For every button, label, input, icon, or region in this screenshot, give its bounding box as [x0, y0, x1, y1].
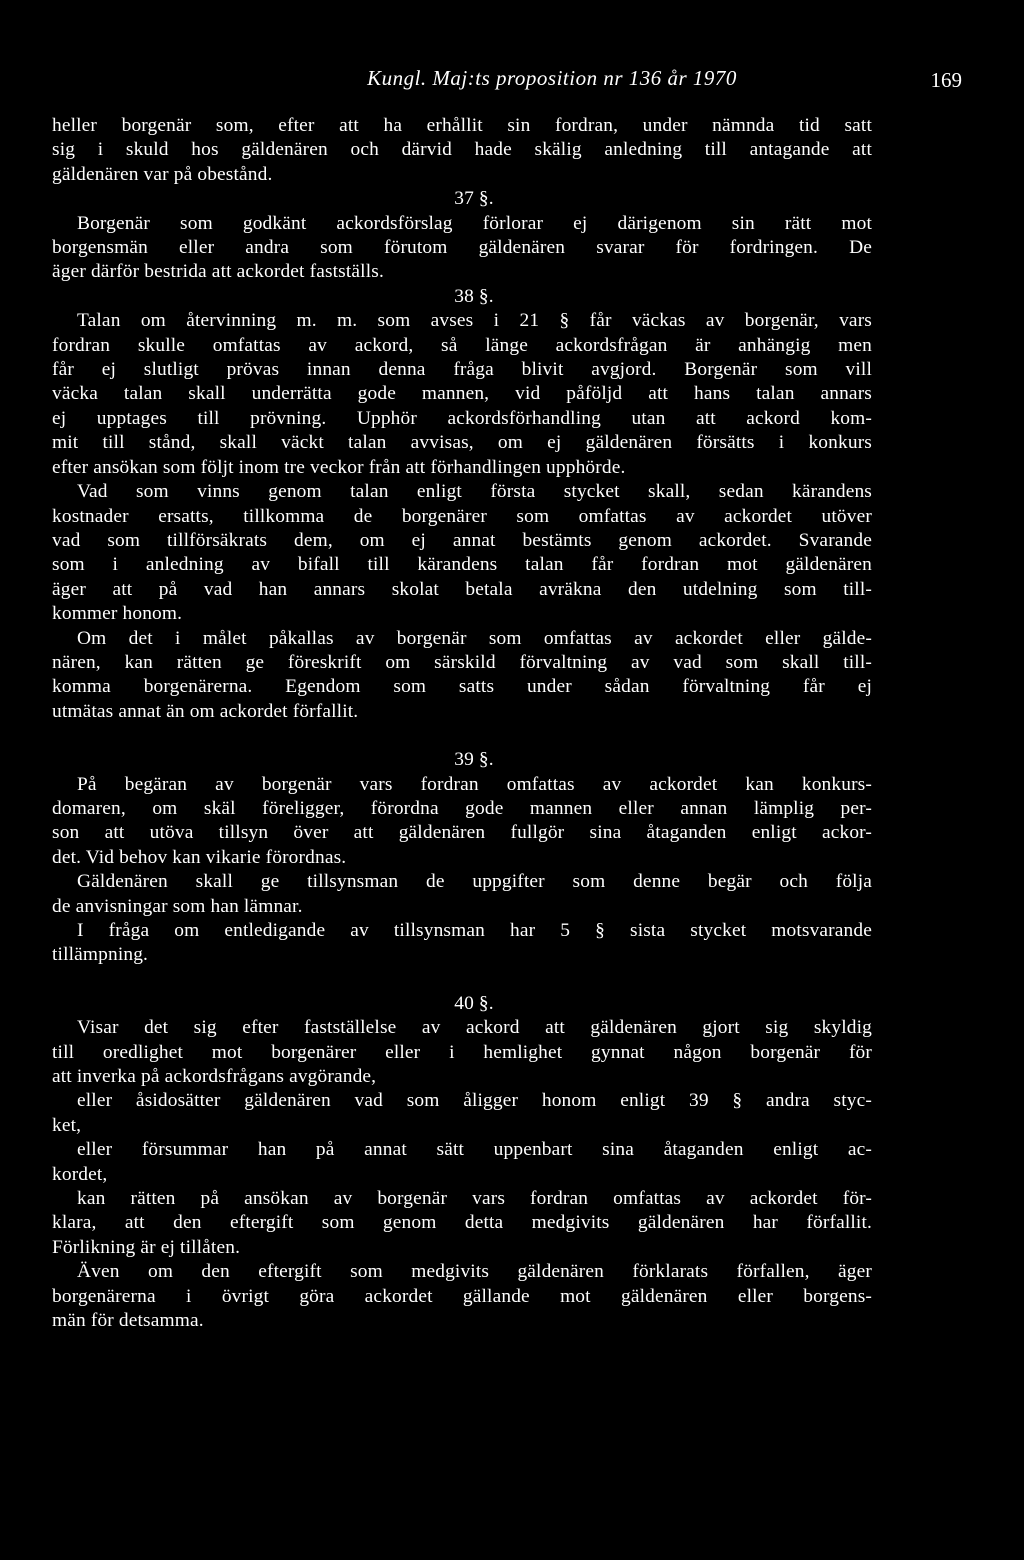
section-heading-39: 39 §.	[454, 749, 494, 771]
text-line: son att utöva tillsyn över att gäldenären fullgör sina åtaganden enligt ackor-	[52, 822, 872, 844]
text-line: de anvisningar som han lämnar.	[52, 895, 303, 917]
text-line: ej upptages till prövning. Upphör ackordsförhandling utan att ackord kom-	[52, 407, 872, 429]
text-line: Visar det sig efter fastställelse av ackord att gäldenären gjort sig skyldig	[77, 1017, 872, 1039]
text-line: mit till stånd, skall väckt talan avvisas, om ej gäldenären försätts i konkurs	[52, 432, 872, 454]
running-header	[54, 66, 970, 96]
text-line: män för detsamma.	[52, 1310, 204, 1332]
page-number: 169	[930, 68, 962, 92]
text-line: Även om den eftergift som medgivits gäldenären förklarats förfallen, äger	[77, 1261, 872, 1283]
text-line: kordet,	[52, 1163, 108, 1185]
text-line: fordran skulle omfattas av ackord, så länge ackordsfrågan är anhängig men	[52, 334, 872, 356]
text-line: vad som tillförsäkrats dem, om ej annat bestämts genom ackordet. Svarande	[52, 529, 872, 551]
text-line: som i anledning av bifall till kärandens talan får fordran mot gäldenären	[52, 554, 872, 576]
text-line: eller åsidosätter gäldenären vad som åligger honom enligt 39 § andra styc-	[77, 1090, 872, 1112]
section-heading-37: 37 §.	[454, 188, 494, 210]
text-line: Vad som vinns genom talan enligt första stycket skall, sedan kärandens	[77, 481, 872, 503]
text-line: Gäldenären skall ge tillsynsman de uppgifter som denne begär och följa	[77, 871, 872, 893]
text-line: Talan om återvinning m. m. som avses i 21 § får väckas av borgenär, vars	[77, 310, 872, 332]
text-line: Om det i målet påkallas av borgenär som omfattas av ackordet eller gälde-	[77, 627, 872, 649]
text-line: utmätas annat än om ackordet förfallit.	[52, 700, 359, 722]
text-line: klara, att den eftergift som genom detta medgivits gäldenären har förfallit.	[52, 1212, 872, 1234]
text-line: Borgenär som godkänt ackordsförslag förlorar ej därigenom sin rätt mot	[77, 212, 872, 234]
text-line: sig i skuld hos gäldenären och därvid hade skälig anledning till antagande att	[52, 139, 872, 161]
text-line: I fråga om entledigande av tillsynsman har 5 § sista stycket motsvarande	[77, 920, 872, 941]
running-title: Kungl. Maj:ts proposition nr 136 år 1970	[367, 66, 737, 90]
text-line: äger därför bestrida att ackordet fastställs.	[52, 261, 384, 283]
section-heading-38: 38 §.	[454, 285, 494, 307]
section-heading-40: 40 §.	[454, 992, 494, 1014]
text-line: att inverka på ackordsfrågans avgörande,	[52, 1066, 377, 1088]
text-line: På begäran av borgenär vars fordran omfattas av ackordet kan konkurs-	[77, 773, 872, 795]
text-line: domaren, om skäl föreligger, förordna gode mannen eller annan lämplig per-	[52, 797, 872, 819]
text-line: nären, kan rätten ge föreskrift om särskild förvaltning av vad som skall till-	[52, 651, 872, 673]
text-line: heller borgenär som, efter att ha erhållit sin fordran, under nämnda tid satt	[52, 115, 872, 136]
text-line: kan rätten på ansökan av borgenär vars fordran omfattas av ackordet för-	[77, 1188, 872, 1210]
text-line: får ej slutligt prövas innan denna fråga blivit avgjord. Borgenär som vill	[52, 359, 872, 381]
text-line: efter ansökan som följt inom tre veckor från att förhandlingen upphörde.	[52, 456, 626, 478]
text-line: borgensmän eller andra som förutom gäldenären svarar för fordringen. De	[52, 237, 872, 259]
text-line: gäldenären var på obestånd.	[52, 163, 273, 185]
text-line: väcka talan skall underrätta gode mannen, vid påföljd att hans talan annars	[52, 383, 872, 405]
text-line: Förlikning är ej tillåten.	[52, 1236, 241, 1258]
text-line: eller försummar han på annat sätt uppenbart sina åtaganden enligt ac-	[77, 1139, 872, 1161]
text-line: kommer honom.	[52, 603, 183, 625]
text-line: tillämpning.	[52, 944, 149, 966]
document-body	[52, 114, 872, 1334]
text-line: kostnader ersatts, tillkomma de borgenärer som omfattas av ackordet utöver	[52, 505, 872, 527]
text-line: äger att på vad han annars skolat betala avräkna den utdelning som till-	[52, 578, 872, 600]
text-line: borgenärerna i övrigt göra ackordet gällande mot gäldenären eller borgens-	[52, 1285, 872, 1307]
text-line: till oredlighet mot borgenärer eller i hemlighet gynnat någon borgenär för	[52, 1041, 872, 1063]
text-line: komma borgenärerna. Egendom som satts under sådan förvaltning får ej	[52, 676, 872, 698]
text-line: ket,	[52, 1114, 82, 1136]
text-line: det. Vid behov kan vikarie förordnas.	[52, 846, 347, 868]
